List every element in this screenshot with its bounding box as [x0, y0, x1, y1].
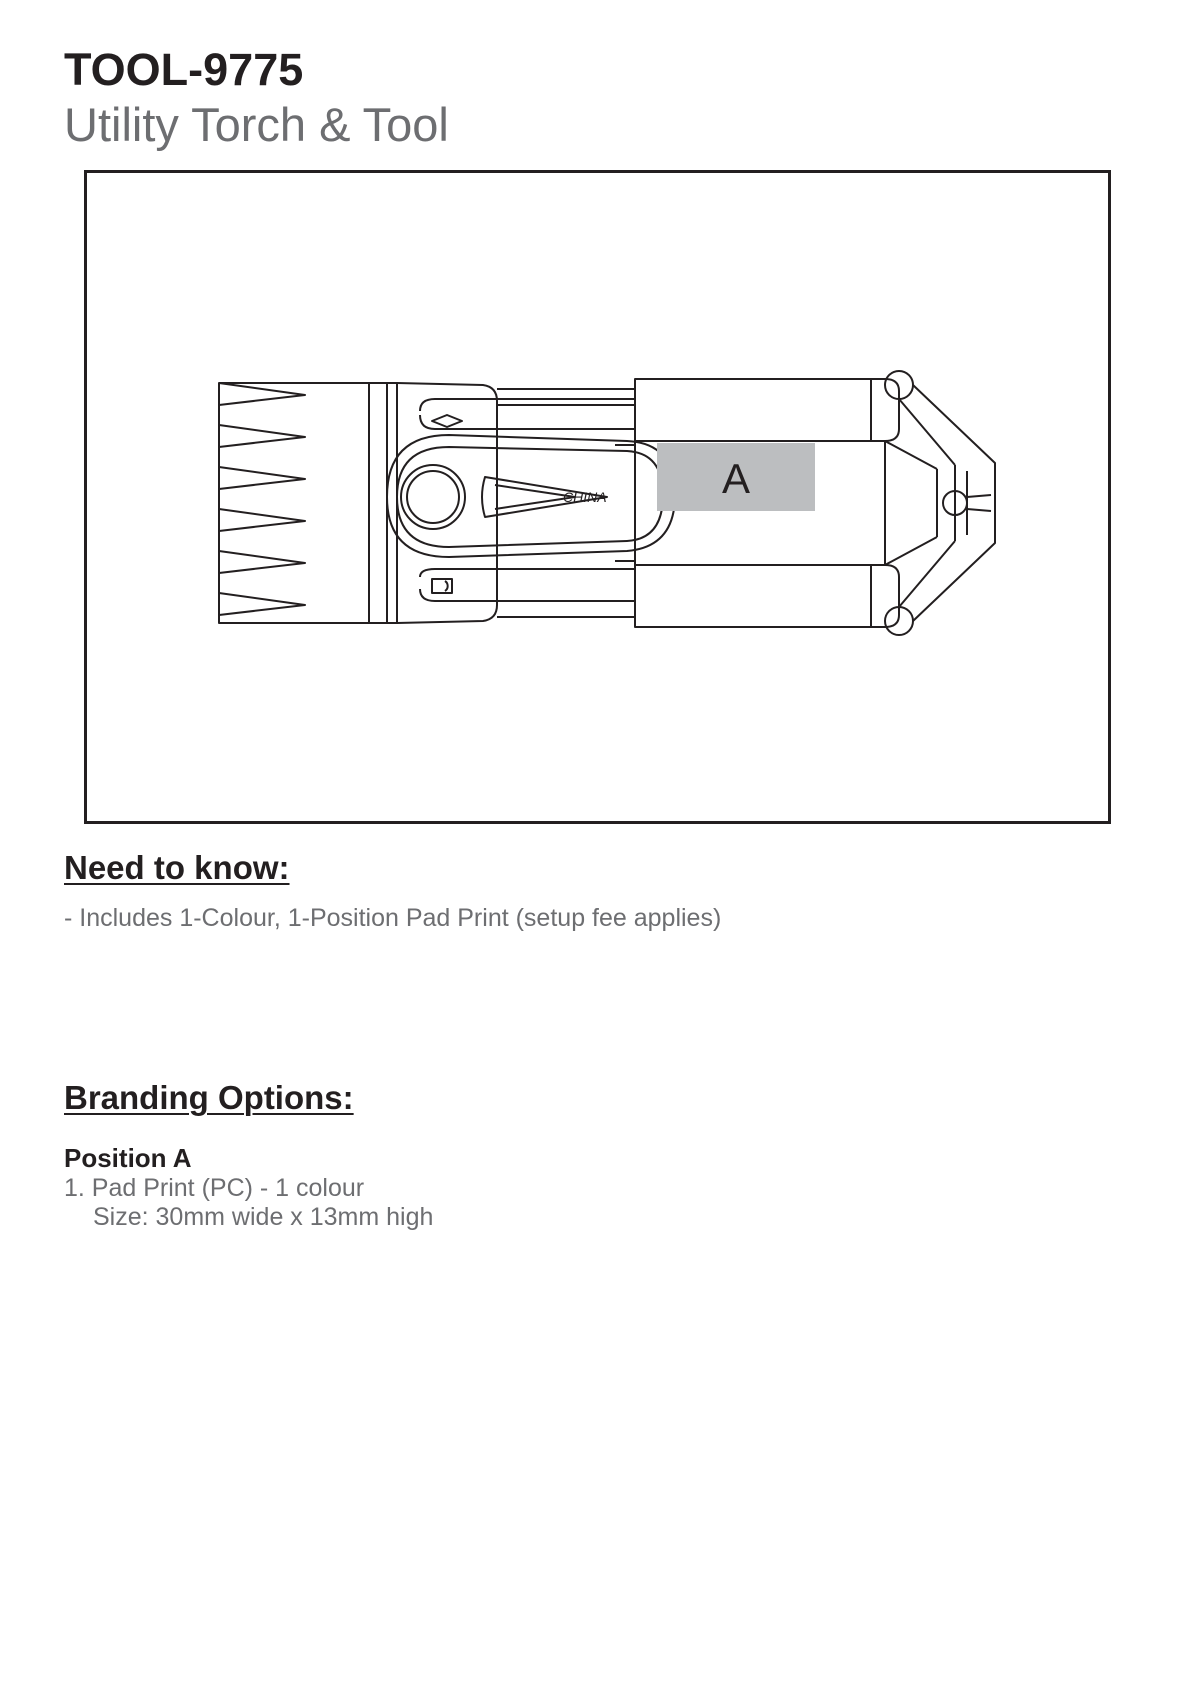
torch-tool-drawing: [87, 173, 1108, 821]
torch-head: [871, 371, 995, 635]
need-to-know-heading: Need to know:: [64, 849, 290, 886]
embossed-text-china: CHINA: [563, 489, 607, 505]
branding-options-heading: Branding Options:: [64, 1079, 354, 1116]
product-illustration-frame: [84, 170, 1111, 824]
grip-teeth: [219, 383, 369, 623]
collar: [369, 383, 397, 623]
position-a-method: 1. Pad Print (PC) - 1 colour: [64, 1174, 365, 1202]
position-a-size: Size: 30mm wide x 13mm high: [93, 1203, 434, 1231]
position-a-title: Position A: [64, 1143, 192, 1173]
product-code: TOOL-9775: [64, 44, 304, 95]
need-to-know-item: - Includes 1-Colour, 1-Position Pad Print (setup fee applies): [64, 904, 722, 932]
handle: [387, 435, 675, 557]
product-name: Utility Torch & Tool: [64, 98, 449, 151]
print-area-a-label: A: [721, 455, 751, 502]
